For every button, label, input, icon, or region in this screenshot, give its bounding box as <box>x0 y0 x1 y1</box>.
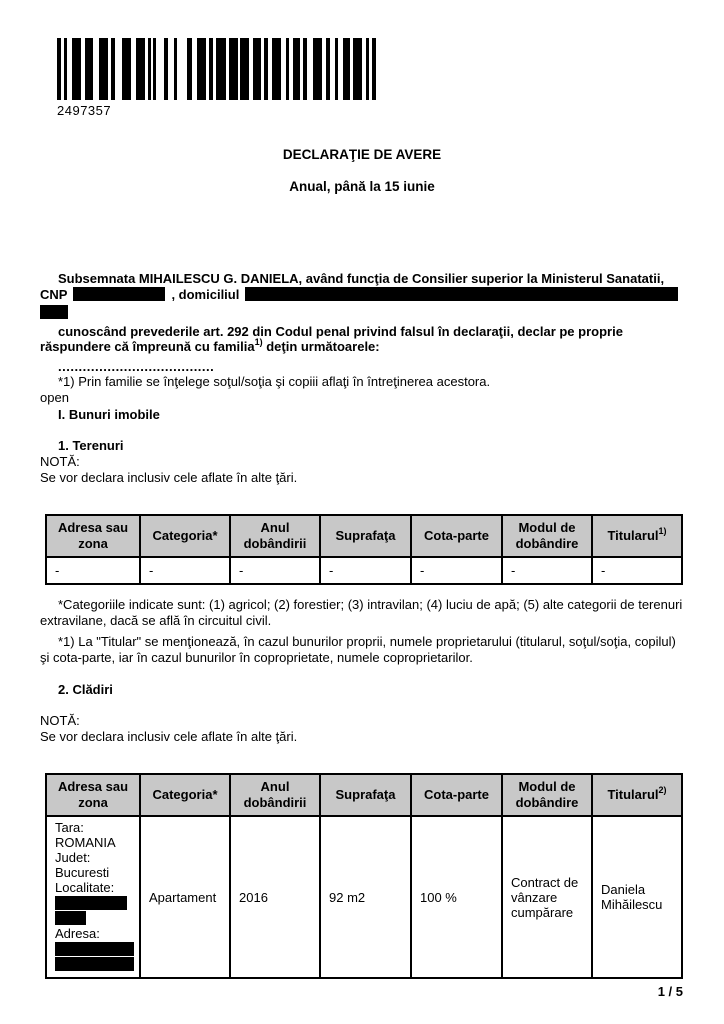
cell-anul: - <box>230 557 320 584</box>
address-overflow-line <box>40 303 684 319</box>
domicile-redaction <box>245 287 678 301</box>
cladiri-table <box>45 773 683 979</box>
open-label: open <box>40 389 69 405</box>
adresa-label: Adresa: <box>55 926 100 941</box>
terenuri-header-row <box>46 515 682 557</box>
document-subtitle: Anual, până la 15 iunie <box>289 179 435 194</box>
cell-categoria: - <box>140 557 230 584</box>
oath-text: cunoscând prevederile art. 292 din Codul penal privind falsul în declaraţii, declar pe proprie răspundere că împreună cu familia <box>40 323 623 355</box>
barcode-block <box>57 38 376 118</box>
document-title: DECLARAŢIE DE AVERE <box>282 147 442 162</box>
cell-categoria: Apartament <box>140 816 230 978</box>
barcode <box>57 38 376 100</box>
titularul-superscript: 2) <box>658 784 667 795</box>
col-header-anul: Anul dobândirii <box>230 515 320 557</box>
localitate-redaction-1 <box>55 896 127 910</box>
cell-anul: 2016 <box>230 816 320 978</box>
adresa-redaction-1 <box>55 942 134 956</box>
col-header-cota: Cota-parte <box>411 774 502 816</box>
section-heading-bunuri-imobile: I. Bunuri imobile <box>58 407 160 422</box>
col-header-titularul <box>592 774 682 816</box>
cell-suprafata: - <box>320 557 411 584</box>
cell-modul: - <box>502 557 592 584</box>
col-header-modul: Modul de dobândire <box>502 774 592 816</box>
cell-adresa <box>46 816 140 978</box>
dotted-line: ...................................... <box>58 358 215 374</box>
oath-paragraph <box>40 324 684 355</box>
nota-cladiri <box>40 713 297 744</box>
nota-label: NOTĂ: <box>40 454 80 469</box>
judet-value: Bucuresti <box>55 865 110 880</box>
cell-cota: 100 % <box>411 816 502 978</box>
section-heading-cladiri: 2. Clădiri <box>58 682 113 697</box>
barcode-number: 2497357 <box>57 103 112 118</box>
judet-label: Judet: <box>55 850 91 865</box>
footnote-titular: *1) La "Titular" se menţionează, în cazul bunurilor proprii, numele proprietarului (titularul, soţul/soţia, copilul) şi cota-parte, iar în cazul bunurilor în coproprietate, numele coproprietarilor. <box>40 634 676 665</box>
col-header-titularul <box>592 515 682 557</box>
adresa-redaction-2 <box>55 957 134 971</box>
cell-titular: Daniela Mihăilescu <box>592 816 682 978</box>
col-header-adresa: Adresa sau zona <box>46 515 140 557</box>
terenuri-footnotes <box>40 597 684 665</box>
col-header-suprafata: Suprafaţa <box>320 774 411 816</box>
titularul-superscript: 1) <box>658 525 667 536</box>
domicile-label: , domiciliul <box>171 286 240 302</box>
tara-label: Tara: <box>55 820 84 835</box>
nota-label: NOTĂ: <box>40 713 80 728</box>
intro-section <box>40 271 684 405</box>
nota-terenuri <box>40 454 297 485</box>
col-header-adresa: Adresa sau zona <box>46 774 140 816</box>
declarant-line: Subsemnata MIHAILESCU G. DANIELA, având funcţia de Consilier superior la Ministerul Sanatatii, <box>58 271 665 286</box>
col-header-anul: Anul dobândirii <box>230 774 320 816</box>
cell-titular: - <box>592 557 682 584</box>
col-header-modul: Modul de dobândire <box>502 515 592 557</box>
col-header-categoria: Categoria* <box>140 515 230 557</box>
col-header-suprafata: Suprafaţa <box>320 515 411 557</box>
col-header-cota: Cota-parte <box>411 515 502 557</box>
family-footnote: *1) Prin familie se înţelege soţul/soţia şi copiii aflaţi în întreţinerea acestora. <box>58 374 491 390</box>
footnote-categorii: *Categoriile indicate sunt: (1) agricol; (2) forestier; (3) intravilan; (4) luciu de apă; (5) alte categorii de terenuri extravilane, dacă se află în circuitul civil. <box>40 597 683 628</box>
titularul-label: Titularul <box>607 787 659 802</box>
address-redaction <box>40 305 68 319</box>
page-number: 1 / 5 <box>657 984 683 999</box>
nota-text: Se vor declara inclusiv cele aflate în alte ţări. <box>40 469 298 485</box>
cnp-domicile-line <box>40 287 684 303</box>
section-heading-terenuri: 1. Terenuri <box>58 438 124 453</box>
nota-text: Se vor declara inclusiv cele aflate în alte ţări. <box>40 728 298 744</box>
cell-modul: Contract de vânzare cumpărare <box>502 816 592 978</box>
titularul-label: Titularul <box>607 528 659 543</box>
terenuri-table <box>45 514 683 585</box>
oath-tail: deţin următoarele: <box>262 339 380 355</box>
tara-value: ROMANIA <box>55 835 116 850</box>
col-header-categoria: Categoria* <box>140 774 230 816</box>
cnp-label: CNP <box>40 286 68 302</box>
localitate-label: Localitate: <box>55 880 115 895</box>
cell-cota: - <box>411 557 502 584</box>
cell-suprafata: 92 m2 <box>320 816 411 978</box>
oath-superscript: 1) <box>254 336 263 347</box>
cladiri-header-row <box>46 774 682 816</box>
localitate-redaction-2 <box>55 911 86 925</box>
cladiri-data-row <box>46 816 682 978</box>
terenuri-empty-row <box>46 557 682 584</box>
cnp-redaction <box>73 287 165 301</box>
cell-adresa: - <box>46 557 140 584</box>
